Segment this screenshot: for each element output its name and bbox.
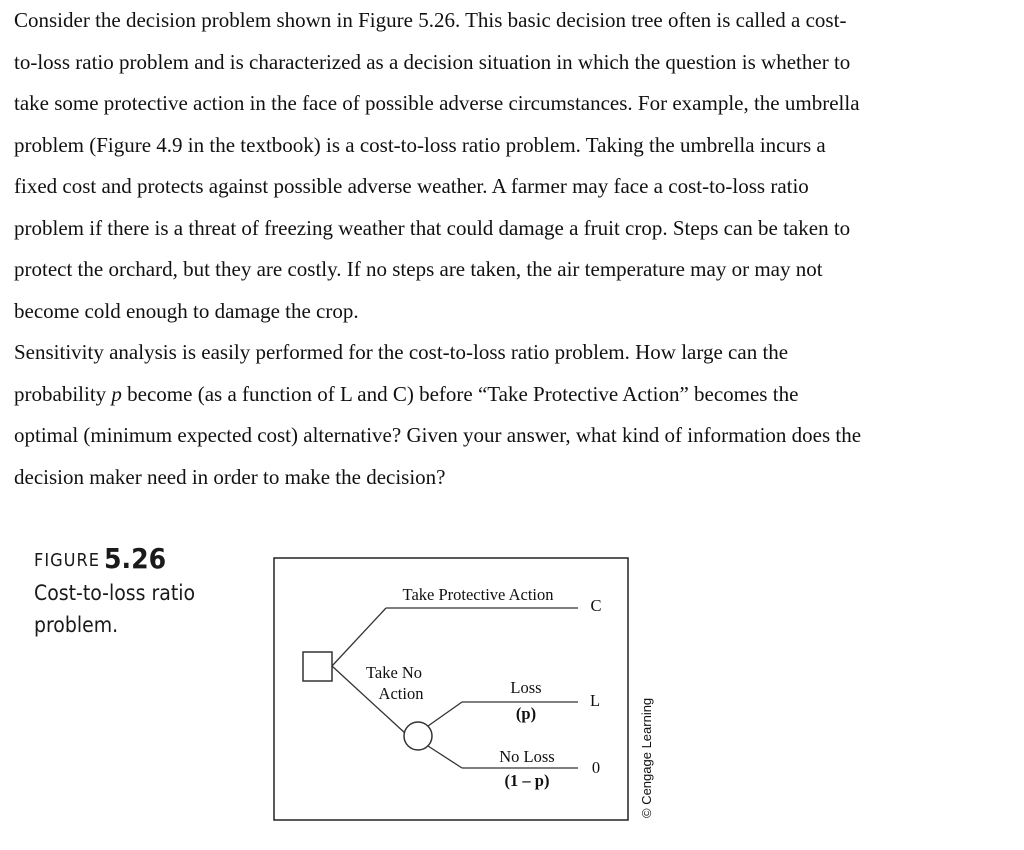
- line: problem (Figure 4.9 in the textbook) is a cost-to-loss ratio problem. Taking the umbrella incurs a: [14, 132, 826, 157]
- loss-probability: (p): [515, 704, 537, 723]
- line-part: probability: [14, 381, 112, 406]
- noloss-label: No Loss: [499, 747, 555, 766]
- copyright-credit: © Cengage Learning: [639, 697, 654, 818]
- branch-noloss-diagonal: [428, 746, 462, 768]
- figure-number: 5.26: [103, 542, 167, 575]
- line: to-loss ratio problem and is characterized as a decision situation in which the question is whether to: [14, 49, 851, 74]
- protect-label: Take Protective Action: [402, 585, 554, 604]
- line: Consider the decision problem shown in Figure 5.26. This basic decision tree often is called a cost-: [14, 8, 847, 32]
- protect-value: C: [590, 596, 602, 615]
- line: fixed cost and protects against possible adverse weather. A farmer may face a cost-to-loss ratio: [14, 174, 809, 198]
- no-action-label-line2: Action: [378, 684, 424, 703]
- line: problem if there is a threat of freezing weather that could damage a fruit crop. Steps can be taken to: [14, 215, 851, 240]
- loss-label: Loss: [510, 678, 542, 697]
- variable-p: p: [111, 381, 122, 406]
- line: optimal (minimum expected cost) alternative? Given your answer, what kind of information does the: [14, 423, 862, 447]
- noloss-value: 0: [591, 758, 601, 777]
- branch-protect-diagonal: [332, 608, 386, 666]
- figure-label: FIGURE: [34, 550, 100, 571]
- decision-node-square: [303, 652, 332, 681]
- figure-title-line: problem.: [34, 613, 119, 637]
- line: become cold enough to damage the crop.: [14, 298, 359, 323]
- noloss-probability: (1 – p): [504, 771, 550, 790]
- no-action-label-line1: Take No: [365, 663, 423, 682]
- line: decision maker need in order to make the decision?: [14, 464, 446, 489]
- line-part: become (as a function of L and C) before “Take Protective Action” becomes the: [121, 381, 799, 406]
- line: Sensitivity analysis is easily performed for the cost-to-loss ratio problem. How large can the: [14, 340, 789, 364]
- loss-value: L: [589, 691, 601, 710]
- figure-title-line: Cost-to-loss ratio: [34, 581, 196, 605]
- line: protect the orchard, but they are costly. If no steps are taken, the air temperature may or may not: [14, 257, 823, 281]
- line: take some protective action in the face of possible adverse circumstances. For example, the umbrella: [14, 91, 860, 115]
- branch-loss-diagonal: [428, 702, 462, 726]
- chance-node-circle: [404, 722, 432, 750]
